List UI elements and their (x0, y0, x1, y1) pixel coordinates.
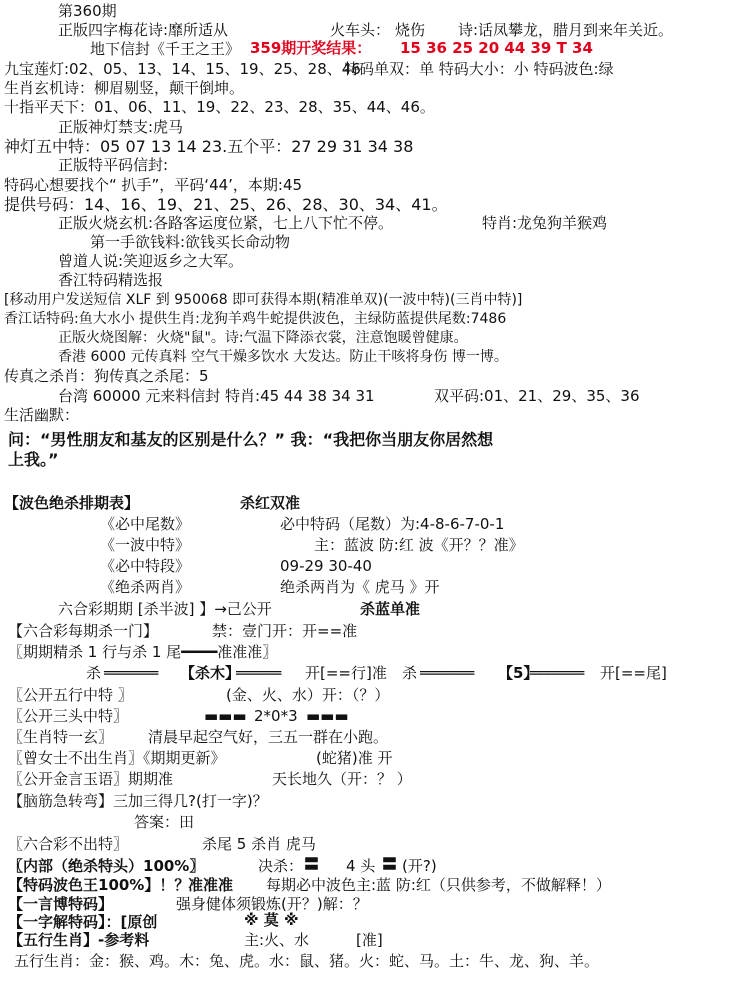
line-lamp-ban: 正版神灯禁支:虎马 (58, 118, 184, 136)
line-envelope: 正版特平码信封: (58, 156, 169, 174)
line-fax-kill: 传真之杀肖：狗传真之杀尾：5 (4, 367, 209, 385)
line-provided-numbers: 提供号码：14、16、19、21、25、26、28、30、34、41。 (4, 195, 448, 214)
divider-bar: ══════ (530, 664, 585, 682)
line-fire-diagram: 正版火烧图解：火烧"鼠"。诗:气温下降添衣裳，注意饱暖曾健康。 (58, 330, 468, 346)
row-half-wave-label: 六合彩期期 [杀半波] 】→己公开 (58, 600, 272, 618)
kill-element-prefix: 杀 (86, 664, 102, 682)
row-riddle-answer: 答案：田 (134, 813, 195, 831)
line-double-flat: 双平码:01、21、29、35、36 (434, 387, 640, 405)
car-head-label: 火车头： (330, 21, 391, 39)
row-five-elements-value: (金、火、水）开：（？） (226, 686, 390, 704)
car-head-value: 烧伤 (395, 21, 426, 39)
row-golden-words-label: 〖公开金言玉语〗期期准 (8, 770, 174, 788)
row-internal-open: (开?) (402, 857, 437, 875)
kill-tail-box: 【5】 (498, 664, 539, 682)
row-riddle: 【脑筋急转弯】三加三得几?(打一字)？ (8, 792, 268, 810)
result-label: 359期开奖结果： (250, 39, 372, 57)
row-one-word-value: 强身健体须锻炼(开？)解：？ (176, 895, 368, 913)
row-internal-label: 〖内部（绝杀特头）100%〗 (8, 857, 205, 875)
row-no-special-value: 杀尾 5 杀肖 虎马 (202, 835, 316, 853)
divider-bar: ═════ (236, 664, 282, 682)
row-no-special-label: 〖六合彩不出特〗 (8, 835, 129, 853)
row-wave-king-mark: 准准准 (188, 876, 234, 894)
divider-bar: ══════ (420, 664, 475, 682)
kill-element-open: 开[==行]准 (305, 664, 387, 682)
line-special-attrs: 特码单双：单 特码大小：小 特码波色:绿 (344, 60, 614, 78)
line-zodiac-poem: 生肖玄机诗：柳眉剔竖，颠干倒坤。 (4, 79, 245, 97)
kill-tail-open: 开[==尾] (600, 664, 667, 682)
table-title: 【波色绝杀排期表】 (4, 494, 140, 512)
row-three-heads-value: 2*0*3 (254, 707, 298, 725)
line-zeng-says: 曾道人说:笑迎返乡之大军。 (58, 252, 244, 270)
row-one-char-value: ※ 莫 ※ (244, 911, 299, 929)
line-nine-lotus: 九宝莲灯:02、05、13、14、15、19、25、28、46 (4, 60, 361, 78)
seal-line: 地下信封《千王之王》 (90, 40, 241, 58)
line-xiangjiang-talk: 香江话特码:鱼大水小 提供生肖:龙狗羊鸡牛蛇提供波色，主绿防蓝提供尾数:7486 (4, 311, 507, 327)
row-wave-label: 《一波中特》 (100, 536, 191, 554)
row-five-zodiac-list: 五行生肖：金：猴、鸡。木：兔、虎。水：鼠、猪。火：蛇、马。土：牛、龙、狗、羊。 (14, 952, 600, 970)
row-kill-two-value: 绝杀两肖为《 虎马 》开 (280, 578, 440, 596)
row-zodiac-mystery-value: 清晨早起空气好，三五一群在小跑。 (148, 728, 389, 746)
line-lamp-five: 神灯五中特：05 07 13 14 23.五个平：27 29 31 34 38 (4, 137, 414, 156)
row-five-zodiac-tag: [准] (356, 931, 383, 949)
kill-element-box: 【杀木】 (180, 664, 241, 682)
line-sms-promo: [移动用户发送短信 XLF 到 950068 即可获得本期(精准单双)(一波中特)(三肖中特)] (4, 292, 523, 308)
row-segment-label: 《必中特段》 (100, 557, 191, 575)
line-humor-label: 生活幽默： (4, 406, 80, 424)
row-tail-label: 《必中尾数》 (100, 515, 191, 533)
row-segment-value: 09-29 30-40 (280, 557, 372, 575)
poem-verse: 诗:话凤攀龙，腊月到来年关近。 (458, 21, 674, 39)
row-five-zodiac-main: 主:火、水 (244, 931, 310, 949)
line-first-hand: 第一手欲钱料:欲钱买长命动物 (90, 233, 291, 251)
row-kill-gate-value: 禁：壹门开：开==准 (212, 622, 358, 640)
line-fire-mystery: 正版火烧玄机:各路客运度位紧，七上八下忙不停。 (58, 214, 394, 232)
line-ten-fingers: 十指平天下：01、06、11、19、22、23、28、35、44、46。 (4, 98, 435, 116)
divider-bar: ▬▬▬ (204, 707, 247, 725)
kill-tail-prefix: 杀 (402, 664, 418, 682)
row-kill-gate-label: 【六合彩每期杀一门】 (8, 622, 159, 640)
joke-question: 问：“男性朋友和基友的区别是什么？” 我：“我把你当朋友你居然想 (8, 430, 494, 449)
row-kill-row-tail: 〖期期精杀 1 行与杀 1 尾━━━━准准准〗 (8, 643, 278, 661)
issue-number: 第360期 (58, 2, 117, 20)
row-five-elements-label: 〖公开五行中特 〗 (8, 686, 133, 704)
row-golden-words-value: 天长地久（开：？ ） (272, 770, 412, 788)
divider-bar: 〓 (304, 855, 320, 873)
plum-poem-line: 正版四字梅花诗:靡所适从 (58, 21, 229, 39)
divider-bar: ══════ (104, 664, 159, 682)
row-ms-zeng-label: 〖曾女士不出生肖〗《期期更新》 (8, 749, 226, 767)
row-wave-king-value: 每期必中波色主:蓝 防:红（只供参考，不做解释！） (266, 876, 611, 894)
line-special-zodiac: 特肖:龙兔狗羊猴鸡 (482, 214, 608, 232)
row-wave-king-label: 【特码波色王100%】！？ (8, 876, 190, 894)
line-taiwan-fax: 台湾 60000 元来料信封 特肖:45 44 38 34 31 (58, 387, 375, 405)
line-special-wish: 特码心想要找个“ 扒手”，平码‘44’，本期:45 (4, 176, 303, 194)
line-xiangjiang-report: 香江特码精选报 (58, 271, 164, 289)
row-half-wave-value: 杀蓝单准 (360, 600, 421, 618)
row-kill-two-label: 《绝杀两肖》 (100, 578, 191, 596)
result-numbers: 15 36 25 20 44 39 T 34 (400, 39, 593, 57)
divider-bar: 〓 (382, 855, 398, 873)
row-one-char-label: 【一字解特码】：[原创 (8, 913, 158, 931)
row-zodiac-mystery-label: 〖生肖特一玄〗 (8, 728, 114, 746)
table-title-value: 杀红双准 (240, 494, 301, 512)
divider-bar: ▬▬▬ (306, 707, 349, 725)
row-ms-zeng-value: (蛇猪)准 开 (316, 749, 393, 767)
row-internal-decide: 决杀： (258, 857, 304, 875)
row-five-zodiac-label: 【五行生肖】-参考料 (8, 931, 150, 949)
line-hk-fax: 香港 6000 元传真料 空气干燥多饮水 大发达。防止干咳将身伤 博一博。 (58, 349, 508, 365)
row-tail-value: 必中特码（尾数）为:4-8-6-7-0-1 (280, 515, 505, 533)
row-three-heads-label: 〖公开三头中特〗 (8, 707, 129, 725)
row-one-word-label: 【一言博特码】 (8, 895, 114, 913)
row-internal-head: 4 头 (346, 857, 376, 875)
joke-answer: 上我。” (8, 450, 59, 469)
row-wave-value: 主：蓝波 防:红 波《开？？准》 (314, 536, 524, 554)
